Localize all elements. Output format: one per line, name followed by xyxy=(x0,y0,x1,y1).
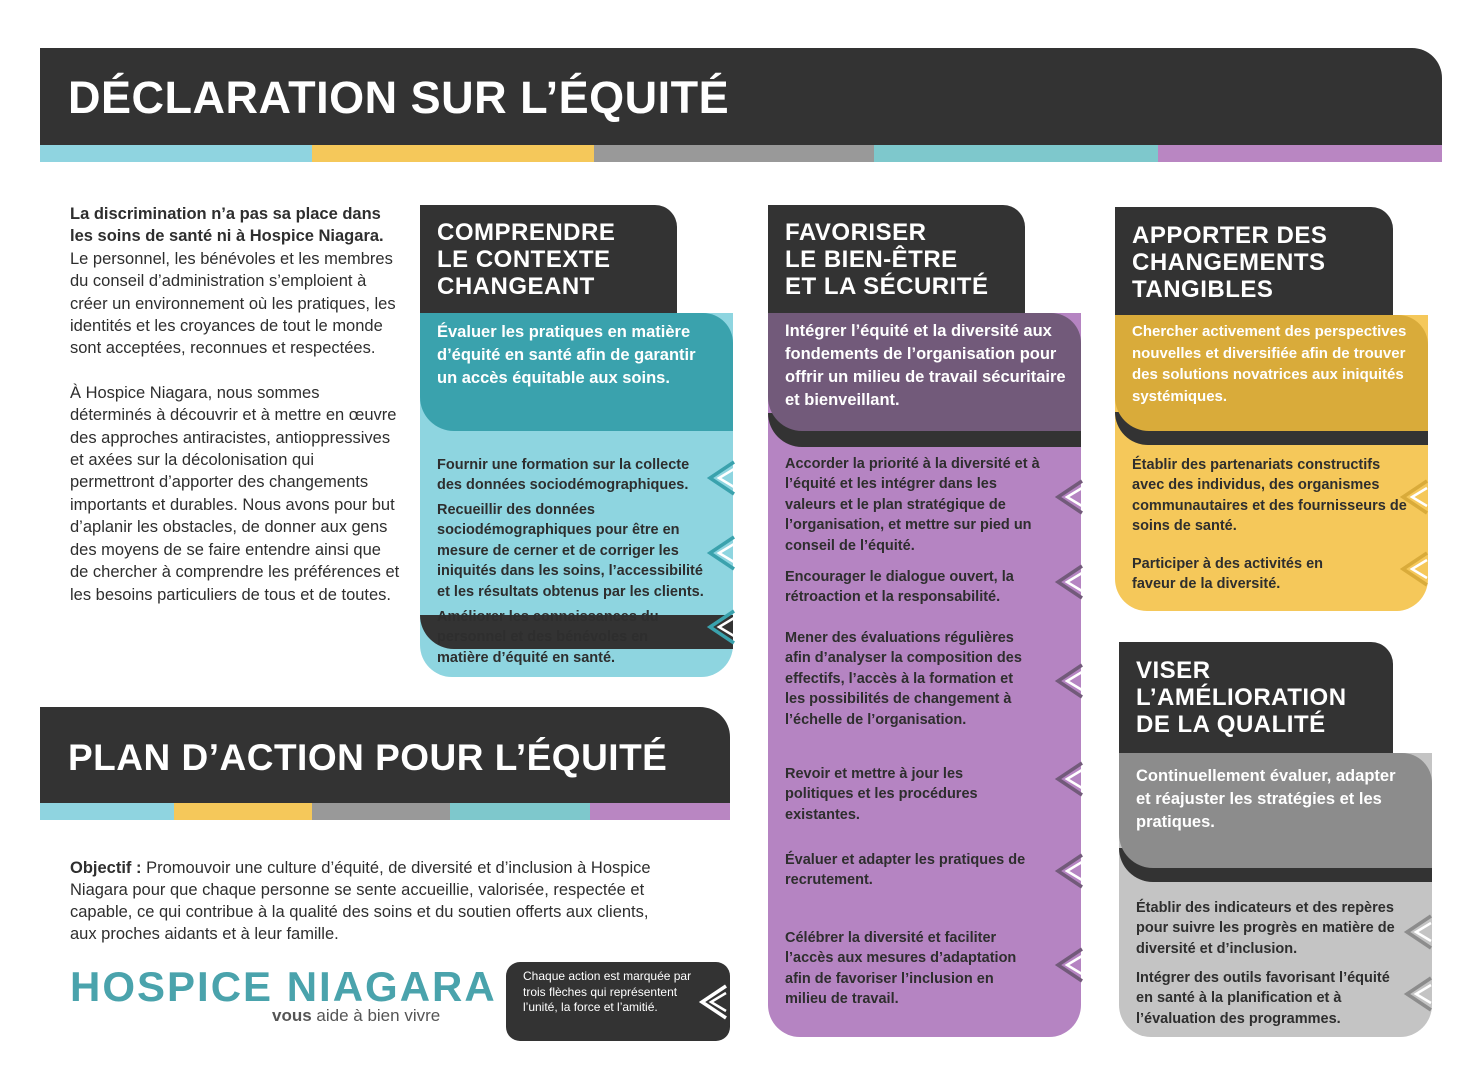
chevron-left-icon xyxy=(692,982,728,1022)
favoriser-title: FAVORISER LE BIEN-ÊTRE ET LA SÉCURITÉ xyxy=(768,205,1025,325)
favoriser-item-5: Évaluer et adapter les pratiques de recrutement. xyxy=(785,852,1026,889)
arrows-note xyxy=(506,962,730,1041)
hospice-niagara-logo: HOSPICE NIAGARA xyxy=(70,963,497,1010)
chevron-left-icon xyxy=(700,607,736,647)
viser-item-1: Établir des indicateurs et des repères pour suivre les progrès en matière de diversité et d’inclusion. xyxy=(1136,900,1395,957)
chevron-left-icon xyxy=(1048,477,1084,517)
arrows-note-text: Chaque action est marquée par trois flèches qui représentent l’unité, la force et l’amitié. xyxy=(523,969,692,1014)
favoriser-item-1: Accorder la priorité à la diversité et à l’équité et les intégrer dans les valeurs et le plan stratégique de l’organisation, et mettre sur pied un conseil de l’équité. xyxy=(785,456,1040,554)
comprendre-item-1: Fournir une formation sur la collecte des données sociodémographiques. xyxy=(437,457,690,494)
comprendre-item-2: Recueillir des données sociodémographiques pour être en mesure de cerner et de corriger les iniquités dans les soins, l’accessibilité et les résultats obtenus par les clients. xyxy=(437,502,704,600)
logo-tagline-bold: vous xyxy=(272,1006,312,1025)
declaration-lead: La discrimination n’a pas sa place dans les soins de santé ni à Hospice Niagara. xyxy=(70,205,384,246)
apporter-item-2: Participer à des activités en faveur de la diversité. xyxy=(1132,556,1324,593)
column-favoriser xyxy=(768,205,1081,1037)
action-plan-banner xyxy=(40,707,730,803)
chevron-left-icon xyxy=(1393,477,1429,517)
objective-text: Promouvoir une culture d’équité, de diversité et d’inclusion à Hospice Niagara pour que chaque personne se sente accueillie, valorisée, respectée et capable, ce qui contribue à la qualité des soins et du soutien offerts aux clients, aux proches aidants et à leur famille. xyxy=(70,859,651,943)
column-comprendre xyxy=(420,205,733,677)
declaration-paragraph-2: À Hospice Niagara, nous sommes déterminés à découvrir et à mettre en œuvre des approches antiracistes, antioppressives et axées sur la décolonisation qui permettront d’apporter des changements importants et durables. Nous avons pour but d’aplanir les obstacles, de donner aux gens des moyens de se faire entendre ainsi que de chercher à comprendre les préférences et les besoins particuliers de tous et de toutes. xyxy=(70,383,400,604)
chevron-left-icon xyxy=(1397,974,1433,1014)
chevron-left-icon xyxy=(1048,945,1084,985)
logo-tagline-rest: aide à bien vivre xyxy=(311,1006,441,1025)
column-viser xyxy=(1119,642,1432,1037)
apporter-summary: Chercher activement des perspectives nouvelles et diversifiée afin de trouver des solutions novatrices aux iniquités systémiques. xyxy=(1115,315,1428,431)
declaration-text xyxy=(70,203,400,628)
objective-label: Objectif : xyxy=(70,859,142,877)
viser-item-2: Intégrer des outils favorisant l’équité en santé à la planification et à l’évaluation des programmes. xyxy=(1136,970,1390,1027)
comprendre-summary: Évaluer les pratiques en matière d’équité en santé afin de garantir un accès équitable aux soins. xyxy=(420,313,733,431)
declaration-banner xyxy=(40,48,1442,145)
action-plan-title: PLAN D’ACTION POUR L’ÉQUITÉ xyxy=(68,737,668,778)
apporter-item-1: Établir des partenariats constructifs avec des individus, des organismes communautaires et des fournisseurs de soins de santé. xyxy=(1132,457,1407,535)
chevron-left-icon xyxy=(1048,851,1084,891)
declaration-paragraph-1: Le personnel, les bénévoles et les membres du conseil d’administration s’emploient à créer un environnement où les pratiques, les identités et les croyances de tout le monde sont acceptées, reconnues et respectées. xyxy=(70,249,396,358)
favoriser-item-2: Encourager le dialogue ouvert, la rétroaction et la responsabilité. xyxy=(785,569,1014,606)
logo-tagline xyxy=(272,1006,440,1026)
chevron-left-icon xyxy=(1393,549,1429,589)
apporter-title: APPORTER DES CHANGEMENTS TANGIBLES xyxy=(1115,207,1393,325)
viser-summary: Continuellement évaluer, adapter et réajuster les stratégies et les pratiques. xyxy=(1119,753,1432,868)
chevron-left-icon xyxy=(700,533,736,573)
chevron-left-icon xyxy=(1048,562,1084,602)
chevron-left-icon xyxy=(1048,661,1084,701)
chevron-left-icon xyxy=(700,458,736,498)
favoriser-summary: Intégrer l’équité et la diversité aux fondements de l’organisation pour offrir un milieu de travail sécuritaire et bienveillant. xyxy=(768,313,1081,431)
favoriser-item-3: Mener des évaluations régulières afin d’analyser la composition des effectifs, l’accès à la formation et les possibilités de changement à l’échelle de l’organisation. xyxy=(785,630,1022,728)
color-stripe xyxy=(40,145,1442,162)
objective xyxy=(70,857,670,945)
chevron-left-icon xyxy=(1048,759,1084,799)
comprendre-item-3: Améliorer les connaissances du personnel et des bénévoles en matière d’équité en santé. xyxy=(437,609,659,666)
chevron-left-icon xyxy=(1397,912,1433,952)
color-stripe-2 xyxy=(40,803,730,820)
favoriser-item-4: Revoir et mettre à jour les politiques et les procédures existantes. xyxy=(785,766,978,823)
comprendre-title: COMPRENDRE LE CONTEXTE CHANGEANT xyxy=(420,205,677,325)
column-apporter xyxy=(1115,207,1428,611)
viser-title: VISER L’AMÉLIORATION DE LA QUALITÉ xyxy=(1119,642,1393,764)
favoriser-item-6: Célébrer la diversité et faciliter l’accès aux mesures d’adaptation afin de favoriser l’inclusion en milieu de travail. xyxy=(785,930,1017,1008)
declaration-title: DÉCLARATION SUR L’ÉQUITÉ xyxy=(68,72,730,123)
